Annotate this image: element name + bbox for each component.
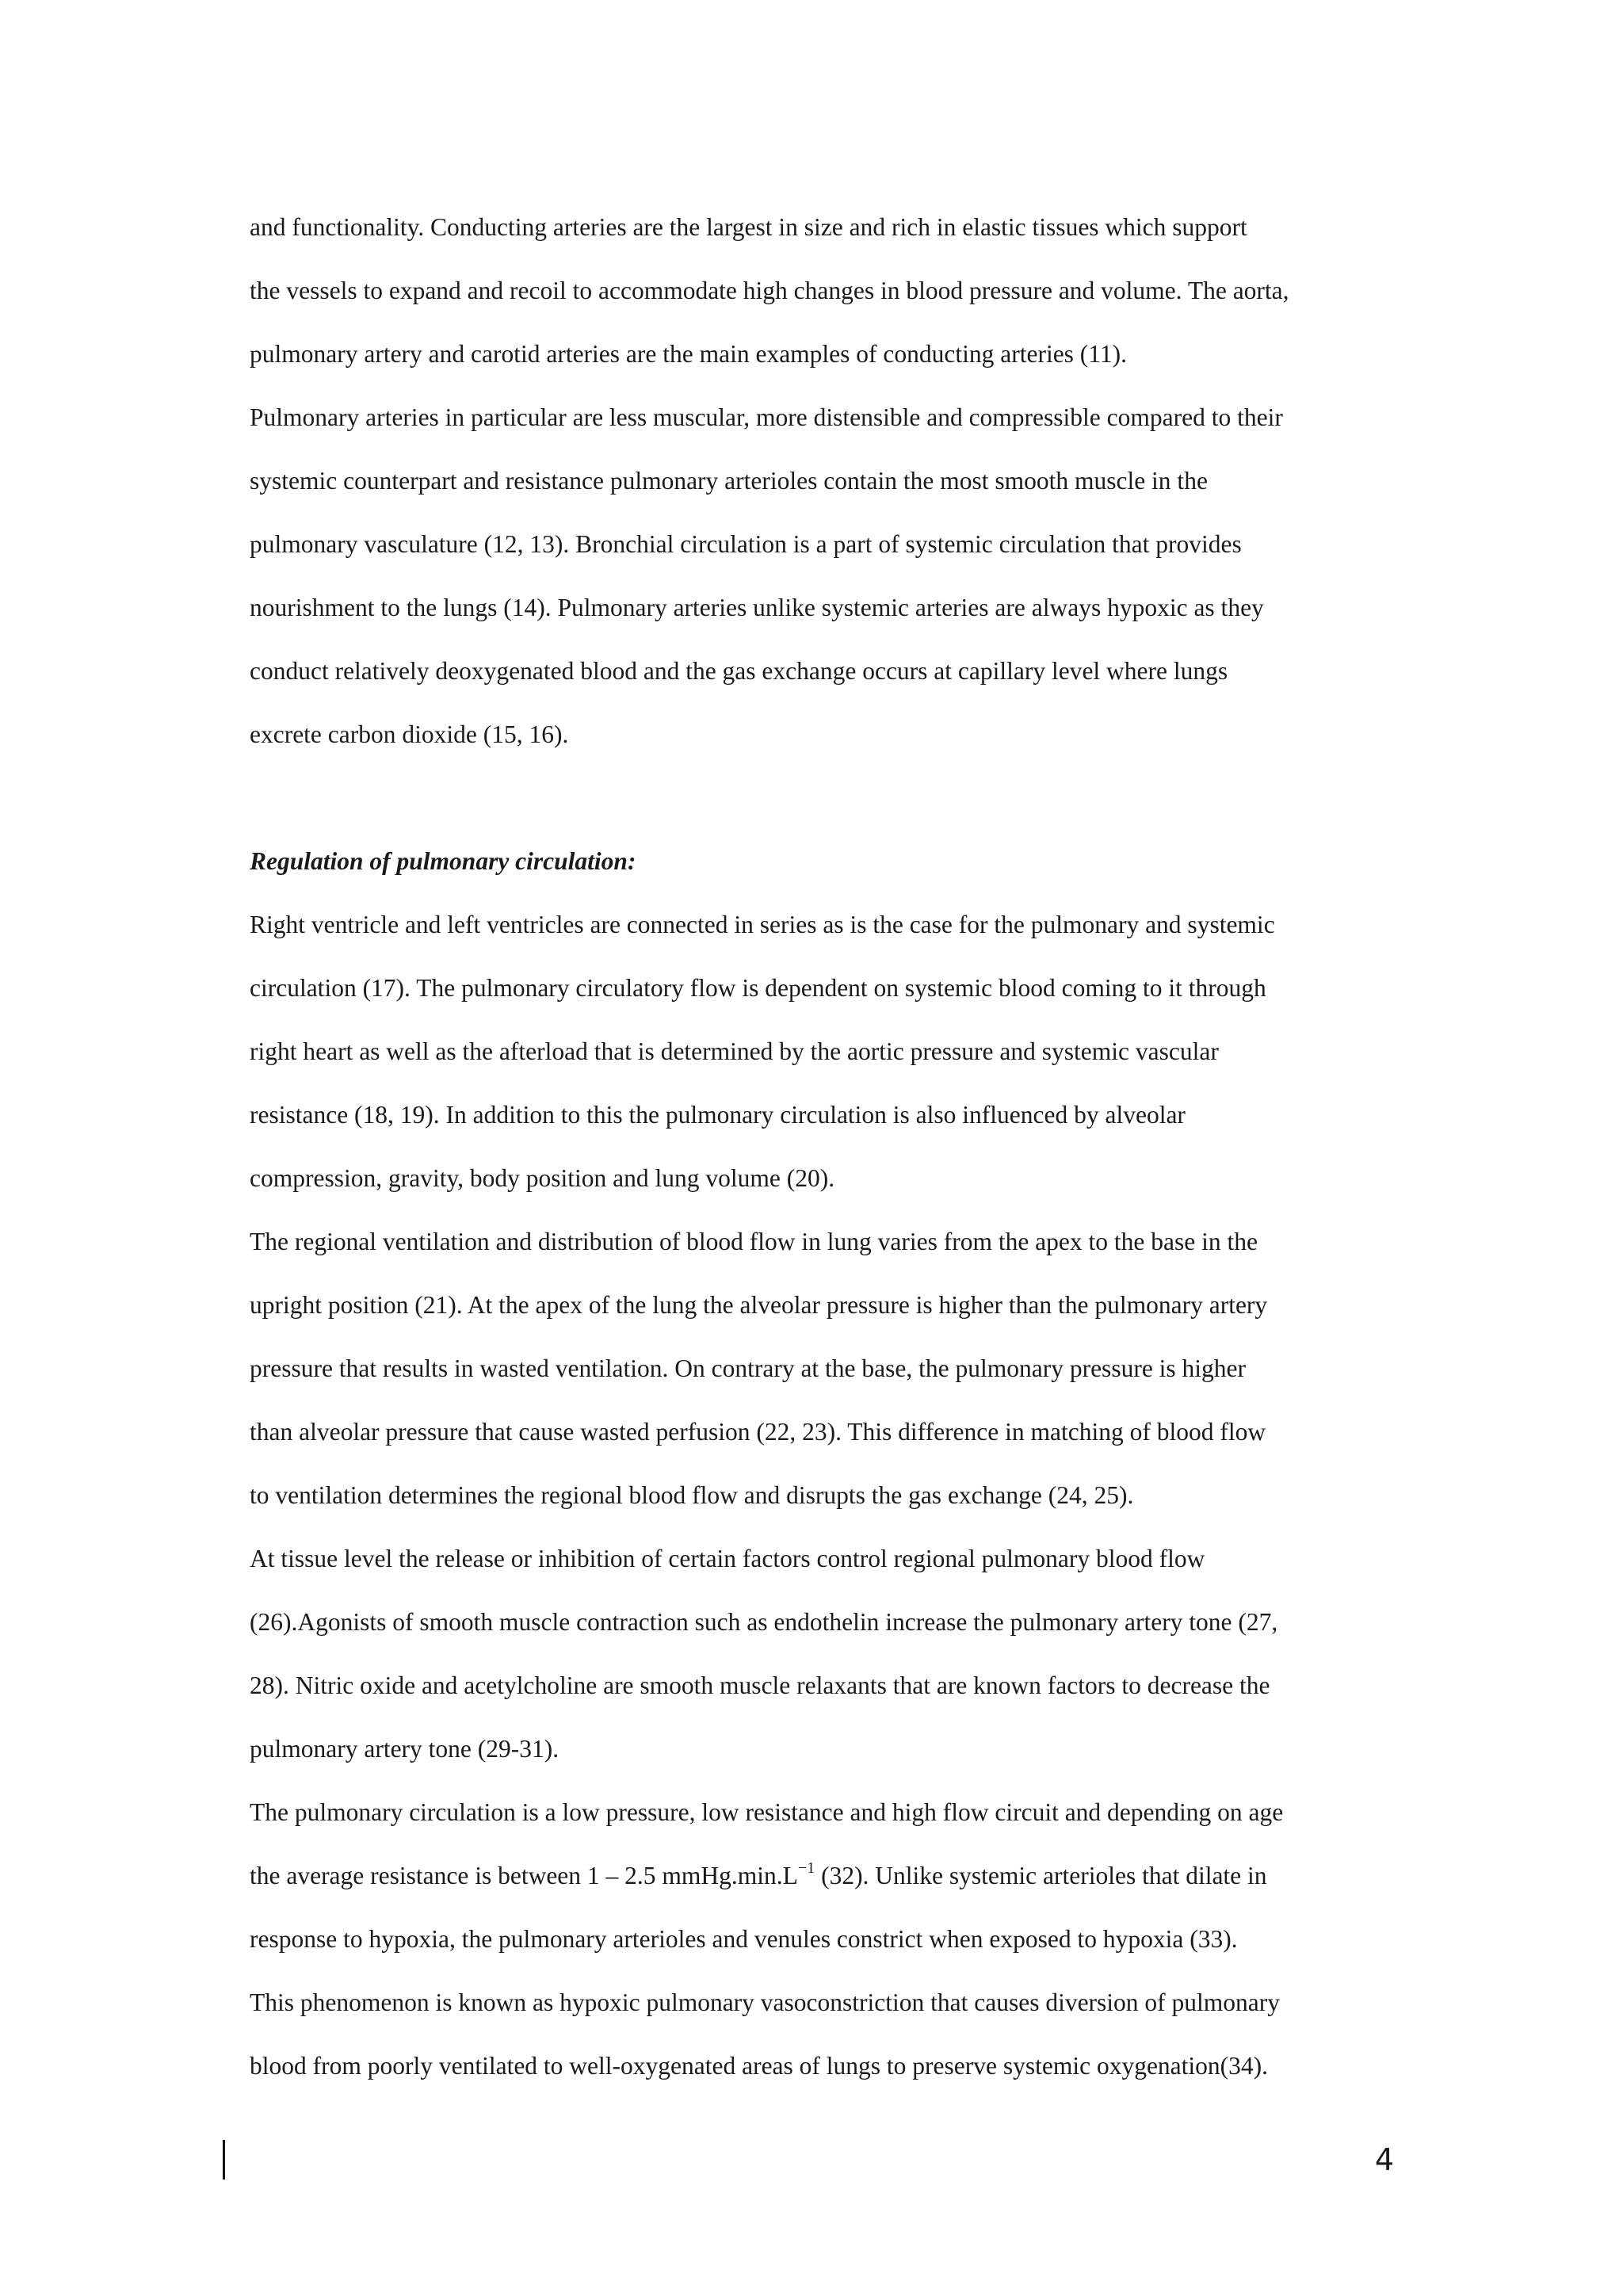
text-line: At tissue level the release or inhibition of certain factors control regional pulmonary blood flow	[250, 1545, 1205, 1572]
text-line: resistance (18, 19). In addition to this the pulmonary circulation is also influenced by alveolar	[250, 1101, 1186, 1129]
text-line: conduct relatively deoxygenated blood and the gas exchange occurs at capillary level where lungs	[250, 657, 1228, 685]
text-line: and functionality. Conducting arteries are the largest in size and rich in elastic tissues which support	[250, 213, 1247, 241]
text-line: compression, gravity, body position and lung volume (20).	[250, 1164, 835, 1192]
text-line: The regional ventilation and distribution of blood flow in lung varies from the apex to the base in the	[250, 1228, 1258, 1255]
change-bar	[223, 2140, 225, 2179]
text-fragment: the average resistance is between 1 – 2.5 mmHg.min.L	[250, 1862, 798, 1889]
text-line: blood from poorly ventilated to well-oxygenated areas of lungs to preserve systemic oxygenation(34).	[250, 2052, 1269, 2080]
text-line: excrete carbon dioxide (15, 16).	[250, 720, 569, 748]
text-line: 28). Nitric oxide and acetylcholine are smooth muscle relaxants that are known factors to decrease the	[250, 1671, 1270, 1699]
paragraph	[250, 386, 1415, 766]
superscript: −1	[797, 1859, 815, 1877]
paragraph	[250, 1527, 1415, 1781]
paragraph	[250, 893, 1415, 1210]
body-text	[250, 196, 1415, 2098]
text-line: the vessels to expand and recoil to accommodate high changes in blood pressure and volume. The aorta,	[250, 277, 1289, 304]
text-line: right heart as well as the afterload that is determined by the aortic pressure and systemic vascular	[250, 1037, 1219, 1065]
text-line: systemic counterpart and resistance pulmonary arterioles contain the most smooth muscle in the	[250, 467, 1208, 495]
paragraph	[250, 1781, 1415, 2098]
text-line	[250, 1844, 1415, 1908]
text-line: Right ventricle and left ventricles are connected in series as is the case for the pulmonary and systemic	[250, 911, 1275, 938]
text-line: pressure that results in wasted ventilation. On contrary at the base, the pulmonary pressure is higher	[250, 1354, 1247, 1382]
paragraph	[250, 196, 1415, 386]
text-fragment: (32). Unlike systemic arterioles that dilate in	[815, 1862, 1267, 1889]
text-line: circulation (17). The pulmonary circulatory flow is dependent on systemic blood coming to it through	[250, 974, 1266, 1002]
text-line: pulmonary artery and carotid arteries are the main examples of conducting arteries (11).	[250, 340, 1127, 368]
text-line: than alveolar pressure that cause wasted perfusion (22, 23). This difference in matching of blood flow	[250, 1418, 1266, 1446]
text-line: response to hypoxia, the pulmonary arterioles and venules constrict when exposed to hypoxia (33).	[250, 1925, 1238, 1953]
text-line: nourishment to the lungs (14). Pulmonary arteries unlike systemic arteries are always hypoxic as they	[250, 594, 1264, 621]
text-line: pulmonary vasculature (12, 13). Bronchial circulation is a part of systemic circulation that provides	[250, 530, 1242, 558]
section-spacer	[250, 766, 1415, 830]
text-line: (26).Agonists of smooth muscle contraction such as endothelin increase the pulmonary artery tone (27,	[250, 1608, 1278, 1636]
text-line: The pulmonary circulation is a low pressure, low resistance and high flow circuit and depending on age	[250, 1798, 1284, 1826]
text-line: upright position (21). At the apex of the lung the alveolar pressure is higher than the pulmonary artery	[250, 1291, 1268, 1319]
section-heading: Regulation of pulmonary circulation:	[250, 847, 636, 875]
page-number: 4	[1374, 2142, 1394, 2177]
paragraph	[250, 1210, 1415, 1527]
text-line: Pulmonary arteries in particular are less muscular, more distensible and compressible compared to their	[250, 403, 1283, 431]
text-line: to ventilation determines the regional blood flow and disrupts the gas exchange (24, 25).	[250, 1481, 1134, 1509]
text-line: This phenomenon is known as hypoxic pulmonary vasoconstriction that causes diversion of pulmonary	[250, 1988, 1281, 2016]
text-line: pulmonary artery tone (29-31).	[250, 1735, 559, 1763]
